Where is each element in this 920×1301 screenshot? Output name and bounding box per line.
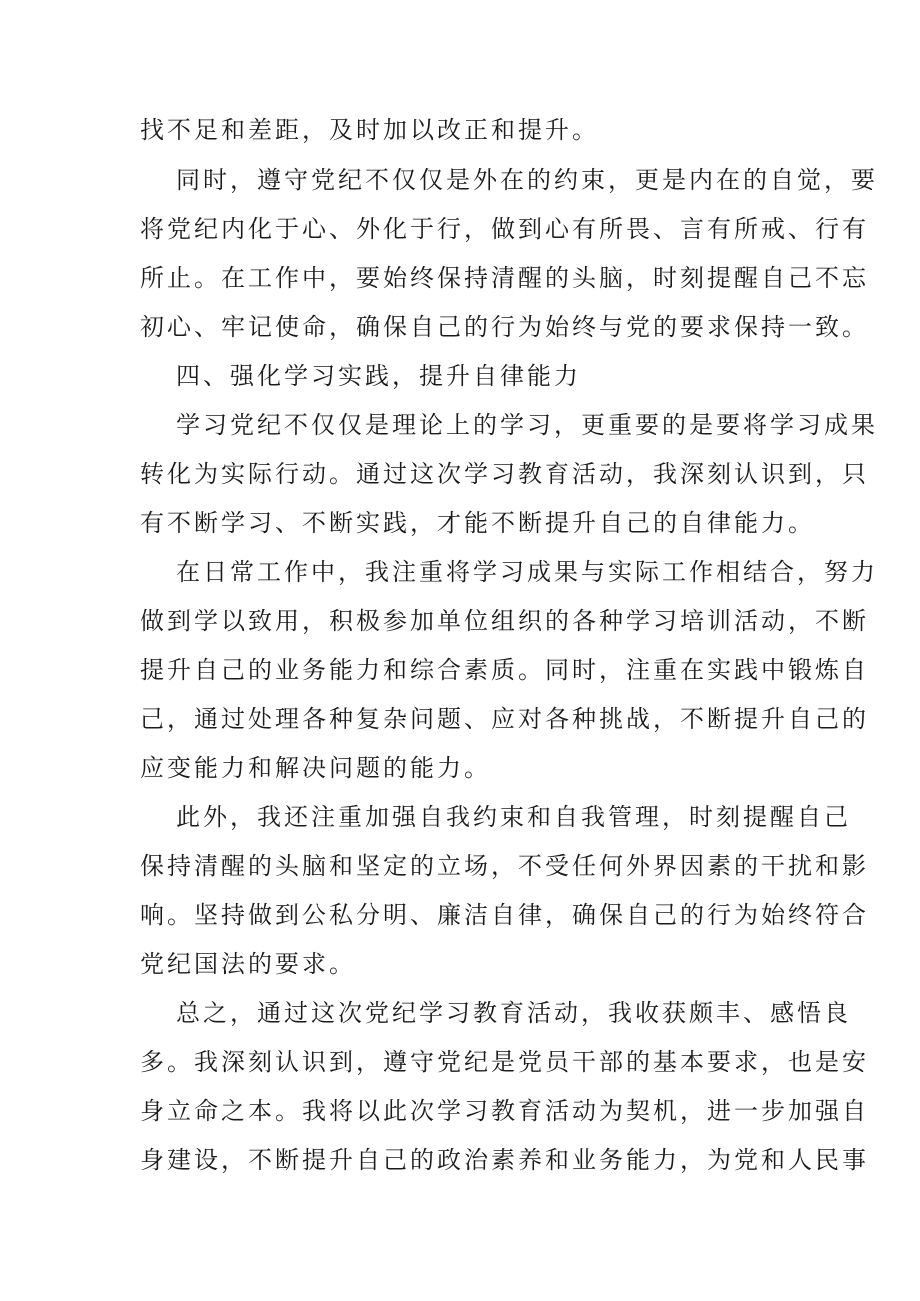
text-line: 在日常工作中，我注重将学习成果与实际工作相结合，努力 xyxy=(176,558,878,586)
text-line: 身建设，不断提升自己的政治素养和业务能力，为党和人民事 xyxy=(140,1146,869,1174)
text-line: 同时，遵守党纪不仅仅是外在的约束，更是内在的自觉，要 xyxy=(176,166,878,194)
text-line: 响。坚持做到公私分明、廉洁自律，确保自己的行为始终符合 xyxy=(140,901,869,929)
text-line: 身立命之本。我将以此次学习教育活动为契机，进一步加强自 xyxy=(140,1097,869,1125)
text-line: 找不足和差距，及时加以改正和提升。 xyxy=(140,116,599,144)
text-line: 应变能力和解决问题的能力。 xyxy=(140,754,491,782)
text-line: 党纪国法的要求。 xyxy=(140,950,356,978)
text-line: 保持清醒的头脑和坚定的立场，不受任何外界因素的干扰和影 xyxy=(140,852,869,880)
text-line: 将党纪内化于心、外化于行，做到心有所畏、言有所戒、行有 xyxy=(140,215,869,243)
text-line: 初心、牢记使命，确保自己的行为始终与党的要求保持一致。 xyxy=(140,313,869,341)
text-line: 所止。在工作中，要始终保持清醒的头脑，时刻提醒自己不忘 xyxy=(140,264,869,292)
text-line: 提升自己的业务能力和综合素质。同时，注重在实践中锻炼自 xyxy=(140,656,869,684)
text-line: 多。我深刻认识到，遵守党纪是党员干部的基本要求，也是安 xyxy=(140,1048,869,1076)
text-line: 总之，通过这次党纪学习教育活动，我收获颇丰、感悟良 xyxy=(176,999,851,1027)
text-line: 转化为实际行动。通过这次学习教育活动，我深刻认识到，只 xyxy=(140,460,869,488)
text-line: 有不断学习、不断实践，才能不断提升自己的自律能力。 xyxy=(140,509,815,537)
text-line: 己，通过处理各种复杂问题、应对各种挑战，不断提升自己的 xyxy=(140,705,869,733)
text-line: 此外，我还注重加强自我约束和自我管理，时刻提醒自己 xyxy=(176,803,851,831)
text-line: 做到学以致用，积极参加单位组织的各种学习培训活动，不断 xyxy=(140,607,869,635)
section-heading: 四、强化学习实践，提升自律能力 xyxy=(176,362,581,390)
text-line: 学习党纪不仅仅是理论上的学习，更重要的是要将学习成果 xyxy=(176,411,878,439)
